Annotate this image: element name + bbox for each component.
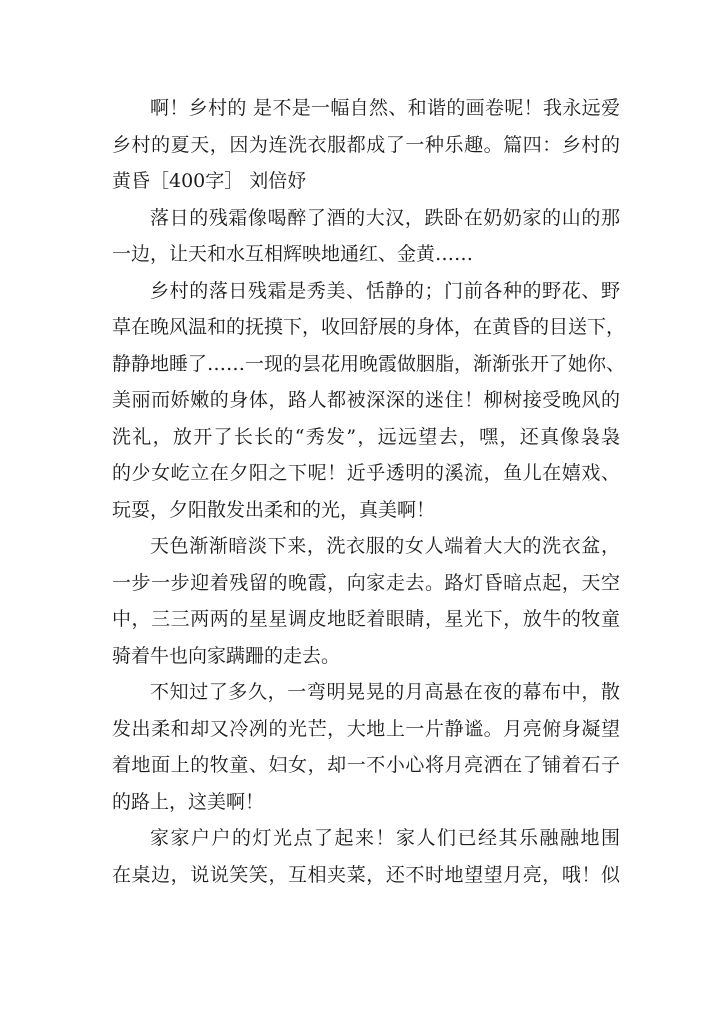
- text-line: 玩耍，夕阳散发出柔和的光，真美啊！: [112, 498, 436, 521]
- text-line: 黄昏［400字］ 刘倍妤: [112, 170, 307, 192]
- text-line: 着地面上的牧童、妇女，却一不小心将月亮洒在了铺着石子: [112, 754, 620, 776]
- text-line: 发出柔和却又冷冽的光芒，大地上一片静谧。月亮俯身凝望: [112, 717, 620, 740]
- text-line: 家家户户的灯光点了起来！家人们已经其乐融融地围: [150, 827, 620, 849]
- document-body: [112, 90, 626, 893]
- text-line: 天色渐渐暗淡下来，洗衣服的女人端着大大的洗衣盆，: [150, 535, 620, 557]
- text-line: 的路上，这美啊！: [112, 790, 265, 813]
- text-line: 静静地睡了……一现的昙花用晚霞做胭脂，渐渐张开了她你、: [112, 352, 626, 375]
- text-line: 不知过了多久，一弯明晃晃的月高悬在夜的幕布中，散: [150, 681, 620, 703]
- text-line: 在桌边，说说笑笑，互相夹菜，还不时地望望月亮，哦！似: [112, 863, 620, 886]
- text-line: 一步一步迎着残留的晚霞，向家走去。路灯昏暗点起，天空: [112, 571, 620, 594]
- text-line: 洗礼，放开了长长的“秀发”，远远望去，嘿，还真像袅袅: [112, 425, 620, 448]
- text-line: 乡村的落日残霜是秀美、恬静的；门前各种的野花、野: [150, 279, 620, 302]
- text-line: 草在晚风温和的抚摸下，收回舒展的身体，在黄昏的目送下，: [112, 316, 626, 338]
- text-line: 一边，让天和水互相辉映地通红、金黄……: [112, 243, 474, 265]
- text-line: 中，三三两两的星星调皮地眨着眼睛，星光下，放牛的牧童: [112, 608, 620, 630]
- text-line: 骑着牛也向家蹒跚的走去。: [112, 644, 341, 667]
- text-line: 乡村的夏天，因为连洗衣服都成了一种乐趣。篇四：乡村的: [112, 133, 620, 156]
- text-line: 美丽而娇嫩的身体，路人都被深深的迷住！柳树接受晚风的: [112, 389, 620, 411]
- text-line: 的少女屹立在夕阳之下呢！近乎透明的溪流，鱼儿在嬉戏、: [112, 462, 620, 484]
- text-line: 啊！乡村的 是不是一幅自然、和谐的画卷呢！我永远爱: [150, 97, 620, 119]
- text-line: 落日的残霜像喝醉了酒的大汉，跌卧在奶奶家的山的那: [150, 206, 620, 229]
